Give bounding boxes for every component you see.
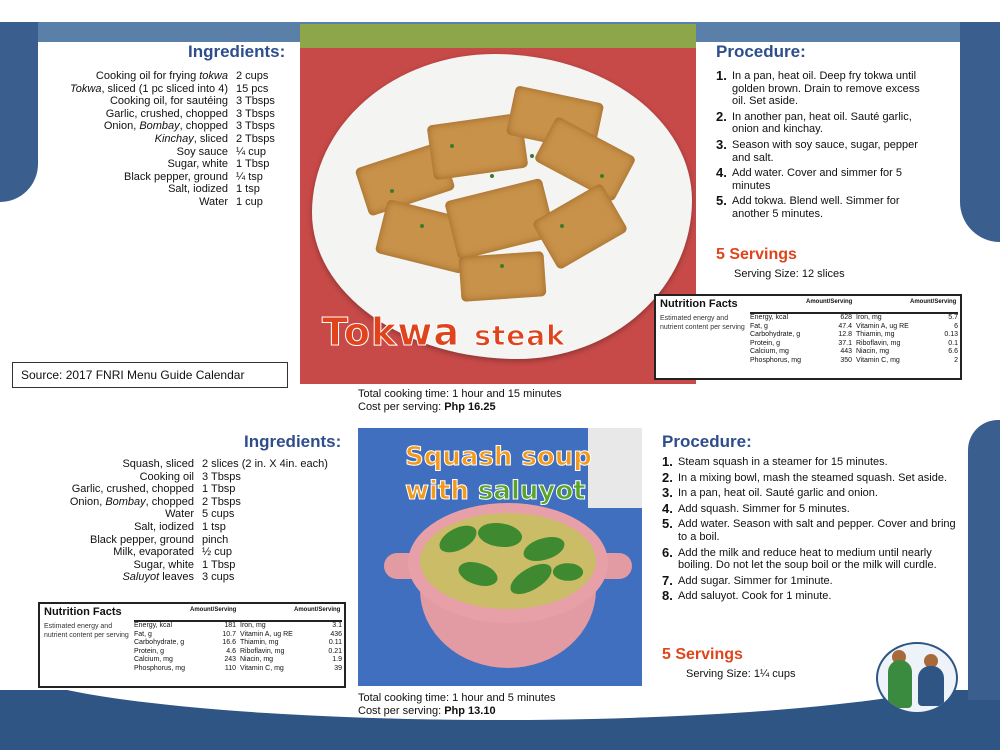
nutrient-value: 6 (954, 322, 958, 330)
ingredient-name: Cooking oil for frying tokwa (95, 70, 228, 82)
step-text: In a mixing bowl, mash the steamed squash. Set aside. (678, 471, 948, 484)
tokwa-nutrition-facts: Nutrition Facts Amount/Serving Amount/Serving Estimated energy and nutrient content per serving Energy, kcal 628 Iron, mg 5.7 Fat, g 47.4 Vitamin A, ug RE 6 Carbohydrate, g 12.8 Thiamin, mg 0.13 Protein, g 37.1 Riboflavin, mg 0.1 Calcium, mg 443 Niacin, mg 6.6 Phosphorus, mg 350 Vitamin C, mg 2 (654, 294, 962, 380)
procedure-step (716, 167, 936, 192)
ingredient-quantity: pinch (202, 533, 229, 546)
step-number: 4. (716, 165, 727, 181)
ingredient-quantity: 1 Tbsp (202, 483, 236, 496)
step-text: Add sugar. Simmer for 1minute. (678, 574, 833, 587)
right-band (960, 22, 1000, 242)
ingredient-row (40, 483, 350, 496)
nutrient-label: Calcium, mg (750, 348, 789, 355)
step-text: Add tokwa. Blend well. Simmer for another 5 minutes. (732, 195, 900, 220)
ingredient-row (40, 496, 350, 509)
ingredient-quantity: 5 cups (202, 508, 235, 521)
step-text: In a pan, heat oil. Sauté garlic and onion. (678, 487, 878, 500)
ingredient-quantity: 3 Tbsps (236, 107, 275, 120)
ingredient-row (40, 183, 296, 196)
nutrient-value: 350 (840, 356, 852, 364)
tokwa-servings: 5 Servings (716, 246, 797, 263)
ingredient-quantity: 1 tsp (236, 183, 260, 196)
ingredient-quantity: 1 tsp (202, 520, 226, 533)
ingredient-name: Water (199, 195, 228, 208)
step-text: In a pan, heat oil. Deep fry tokwa until golden brown. Drain to remove excess oil. Set aside. (732, 70, 920, 108)
ingredient-name: Milk, evaporated (113, 546, 194, 559)
ingredient-name: Tokwa, sliced (1 pc sliced into 4) (70, 82, 228, 95)
source-caption: Source: 2017 FNRI Menu Guide Calendar (12, 362, 288, 388)
ingredient-row (40, 471, 350, 484)
procedure-step (716, 70, 936, 108)
nutrient-value: 4.6 (226, 647, 236, 655)
step-number: 6. (662, 544, 673, 560)
step-number: 3. (662, 485, 673, 501)
nutrient-value: 628 (840, 314, 852, 321)
squash-ingredients-list (40, 458, 350, 584)
nutrient-label: Protein, g (750, 339, 780, 347)
ingredient-row (40, 196, 296, 209)
ingredient-name: Black pepper, ground (124, 170, 228, 183)
ingredient-quantity: 3 Tbsps (236, 95, 275, 108)
squash-procedure-list (662, 456, 956, 606)
ingredient-quantity: ¼ cup (236, 145, 266, 158)
step-number: 5. (662, 516, 673, 532)
procedure-step (716, 136, 936, 164)
nutrient-value: 12.8 (838, 331, 852, 338)
ingredient-row (40, 571, 350, 584)
nutrient-label: Thiamin, mg (856, 331, 895, 338)
ingredient-quantity: 2 Tbsps (202, 495, 241, 508)
nutrient-value: 110 (224, 664, 236, 672)
squash-procedure-heading: Procedure: (662, 432, 752, 451)
nutrient-label: Fat, g (134, 630, 152, 638)
step-number: 4. (662, 500, 673, 516)
nutrient-value: 0.21 (328, 647, 342, 655)
step-number: 2. (662, 469, 673, 485)
nutrient-value: 16.6 (222, 639, 236, 646)
nutrient-value: 39 (334, 664, 342, 672)
procedure-step (662, 487, 956, 500)
squash-servings: 5 Servings (662, 646, 743, 663)
ingredient-row (40, 133, 296, 146)
step-text: In another pan, heat oil. Sauté garlic, onion and kinchay. (732, 110, 912, 136)
ingredient-name: Cooking oil, for sautéing (109, 95, 228, 108)
tokwa-steak-title: Tokwa steak (322, 310, 566, 354)
ingredient-name: Onion, Bombay, chopped (69, 495, 194, 508)
ingredient-name: Black pepper, ground (90, 533, 194, 546)
nutrient-label: Thiamin, mg (240, 639, 279, 646)
ingredient-row (40, 171, 296, 184)
nutrient-label: Vitamin C, mg (856, 356, 900, 364)
procedure-step (662, 518, 956, 543)
procedure-step (662, 456, 956, 469)
ingredient-row (40, 120, 296, 133)
step-text: Season with soy sauce, sugar, pepper and salt. (732, 138, 918, 164)
nutrient-value: 181 (224, 622, 236, 629)
nutrient-label: Phosphorus, mg (134, 664, 185, 672)
nutrient-label: Vitamin C, mg (240, 664, 284, 672)
ingredient-name: Water (165, 508, 194, 521)
step-text: Add squash. Simmer for 5 minutes. (678, 502, 850, 515)
nutrient-value: 0.13 (944, 331, 958, 338)
squash-cooking-info (358, 692, 556, 718)
nutrient-label: Vitamin A, ug RE (240, 630, 293, 638)
mother-child-logo-icon (876, 642, 958, 714)
ingredient-name: Soy sauce (176, 145, 228, 158)
left-band (0, 22, 38, 202)
ingredient-row (40, 146, 296, 159)
procedure-step (662, 572, 956, 588)
tokwa-cost: Cost per serving: Php 16.25 (358, 401, 496, 413)
ingredient-row (40, 534, 350, 547)
procedure-step (662, 500, 956, 516)
tokwa-cook-time: Total cooking time: 1 hour and 15 minutes (358, 388, 562, 400)
nutrient-value: 5.7 (948, 314, 958, 321)
nutrient-label: Carbohydrate, g (134, 639, 185, 646)
ingredient-quantity: 2 Tbsps (236, 132, 275, 145)
ingredient-quantity: 3 cups (202, 571, 235, 584)
tokwa-cooking-info (358, 388, 562, 414)
ingredient-row (40, 546, 350, 559)
squash-cook-time: Total cooking time: 1 hour and 5 minutes (358, 692, 556, 704)
ingredient-quantity: 3 Tbsps (236, 120, 275, 133)
ingredient-row (40, 83, 296, 96)
procedure-step (716, 195, 936, 220)
ingredient-name: Squash, sliced (122, 458, 194, 470)
procedure-step (662, 590, 956, 603)
ingredient-row (40, 108, 296, 121)
nutrient-value: 2 (954, 356, 958, 364)
ingredient-name: Garlic, crushed, chopped (71, 483, 194, 496)
ingredient-name: Saluyot leaves (122, 571, 194, 584)
ingredient-quantity: ½ cup (202, 546, 232, 559)
nutrient-label: Riboflavin, mg (856, 339, 901, 347)
nutrient-value: 443 (840, 348, 852, 355)
nutrient-value: 1.9 (332, 656, 342, 663)
step-text: Add water. Cover and simmer for 5 minutes (732, 167, 902, 192)
ingredient-name: Sugar, white (133, 558, 194, 571)
ingredient-row (40, 559, 350, 572)
ingredient-quantity: 1 Tbsp (202, 558, 236, 571)
squash-nutrition-facts: Nutrition Facts Amount/Serving Amount/Serving Estimated energy and nutrient content per serving Energy, kcal 181 Iron, mg 3.1 Fat, g 10.7 Vitamin A, ug RE 436 Carbohydrate, g 16.6 Thiamin, mg 0.11 Protein, g 4.6 Riboflavin, mg 0.21 Calcium, mg 243 Niacin, mg 1.9 Phosphorus, mg 110 Vitamin C, mg 39 (38, 602, 346, 688)
step-text: Add saluyot. Cook for 1 minute. (678, 590, 832, 603)
step-text: Steam squash in a steamer for 15 minutes. (678, 456, 888, 468)
squash-serving-size: Serving Size: 1¼ cups (686, 668, 796, 680)
nutrient-label: Energy, kcal (750, 314, 788, 321)
ingredient-quantity: ¼ tsp (236, 170, 263, 183)
step-number: 7. (662, 572, 673, 588)
nutrient-label: Iron, mg (856, 314, 882, 321)
tokwa-procedure-list (716, 70, 936, 224)
step-text: Add water. Season with salt and pepper. Cover and bring to a boil. (678, 518, 956, 543)
squash-cost: Cost per serving: Php 13.10 (358, 705, 496, 717)
ingredient-name: Cooking oil (139, 470, 194, 483)
nutrient-value: 0.1 (948, 339, 958, 347)
nutrient-label: Protein, g (134, 647, 164, 655)
step-number: 8. (662, 588, 673, 604)
ingredient-row (40, 508, 350, 521)
step-text: Add the milk and reduce heat to medium until nearly boiling. Do not let the soup boil or the milk will curdle. (678, 546, 937, 572)
ingredient-quantity: 1 cup (236, 195, 263, 208)
nutrient-value: 47.4 (838, 322, 852, 330)
ingredient-row (40, 458, 350, 471)
ingredient-row (40, 95, 296, 108)
nutrient-label: Vitamin A, ug RE (856, 322, 909, 330)
tokwa-procedure-heading: Procedure: (716, 42, 806, 61)
tokwa-ingredients-list (40, 70, 296, 209)
nutrient-label: Riboflavin, mg (240, 647, 285, 655)
procedure-step (662, 469, 956, 485)
ingredient-name: Kinchay, sliced (154, 132, 228, 145)
nutrient-value: 0.11 (328, 639, 342, 646)
nutrient-label: Fat, g (750, 322, 768, 330)
ingredient-name: Garlic, crushed, chopped (105, 107, 228, 120)
nutrient-label: Iron, mg (240, 622, 266, 629)
tokwa-ingredients-heading: Ingredients: (188, 42, 286, 61)
nutrient-value: 6.6 (948, 348, 958, 355)
step-number: 1. (662, 454, 673, 469)
nutrient-label: Calcium, mg (134, 656, 173, 663)
nutrient-label: Energy, kcal (134, 622, 172, 629)
step-number: 1. (716, 68, 727, 83)
nutrient-value: 243 (224, 656, 236, 663)
ingredient-row (40, 70, 296, 83)
procedure-step (662, 544, 956, 572)
squash-ingredients-heading: Ingredients: (244, 432, 342, 451)
ingredient-quantity: 2 cups (236, 70, 269, 82)
ingredient-name: Salt, iodized (134, 520, 194, 533)
nutrient-value: 10.7 (222, 630, 236, 638)
procedure-step (716, 108, 936, 136)
nutrient-label: Phosphorus, mg (750, 356, 801, 364)
nutrient-label: Niacin, mg (240, 656, 274, 663)
nutrient-label: Carbohydrate, g (750, 331, 801, 338)
nutrient-label: Niacin, mg (856, 348, 890, 355)
step-number: 3. (716, 136, 727, 152)
tokwa-serving-size: Serving Size: 12 slices (734, 268, 845, 280)
ingredient-quantity: 15 pcs (236, 82, 269, 95)
ingredient-name: Onion, Bombay, chopped (103, 120, 228, 133)
nutrient-value: 3.1 (332, 622, 342, 629)
ingredient-row (40, 158, 296, 171)
nutrient-value: 436 (330, 630, 342, 638)
right-bottom-band (968, 420, 1000, 700)
ingredient-quantity: 1 Tbsp (236, 158, 270, 171)
step-number: 2. (716, 108, 727, 124)
nutrient-value: 37.1 (838, 339, 852, 347)
step-number: 5. (716, 193, 727, 209)
ingredient-quantity: 3 Tbsps (202, 470, 241, 483)
ingredient-name: Sugar, white (167, 158, 228, 171)
squash-soup-title: Squash soup with saluyot (405, 442, 592, 506)
ingredient-row (40, 521, 350, 534)
ingredient-name: Salt, iodized (168, 183, 228, 196)
ingredient-quantity: 2 slices (2 in. X 4in. each) (202, 458, 328, 470)
